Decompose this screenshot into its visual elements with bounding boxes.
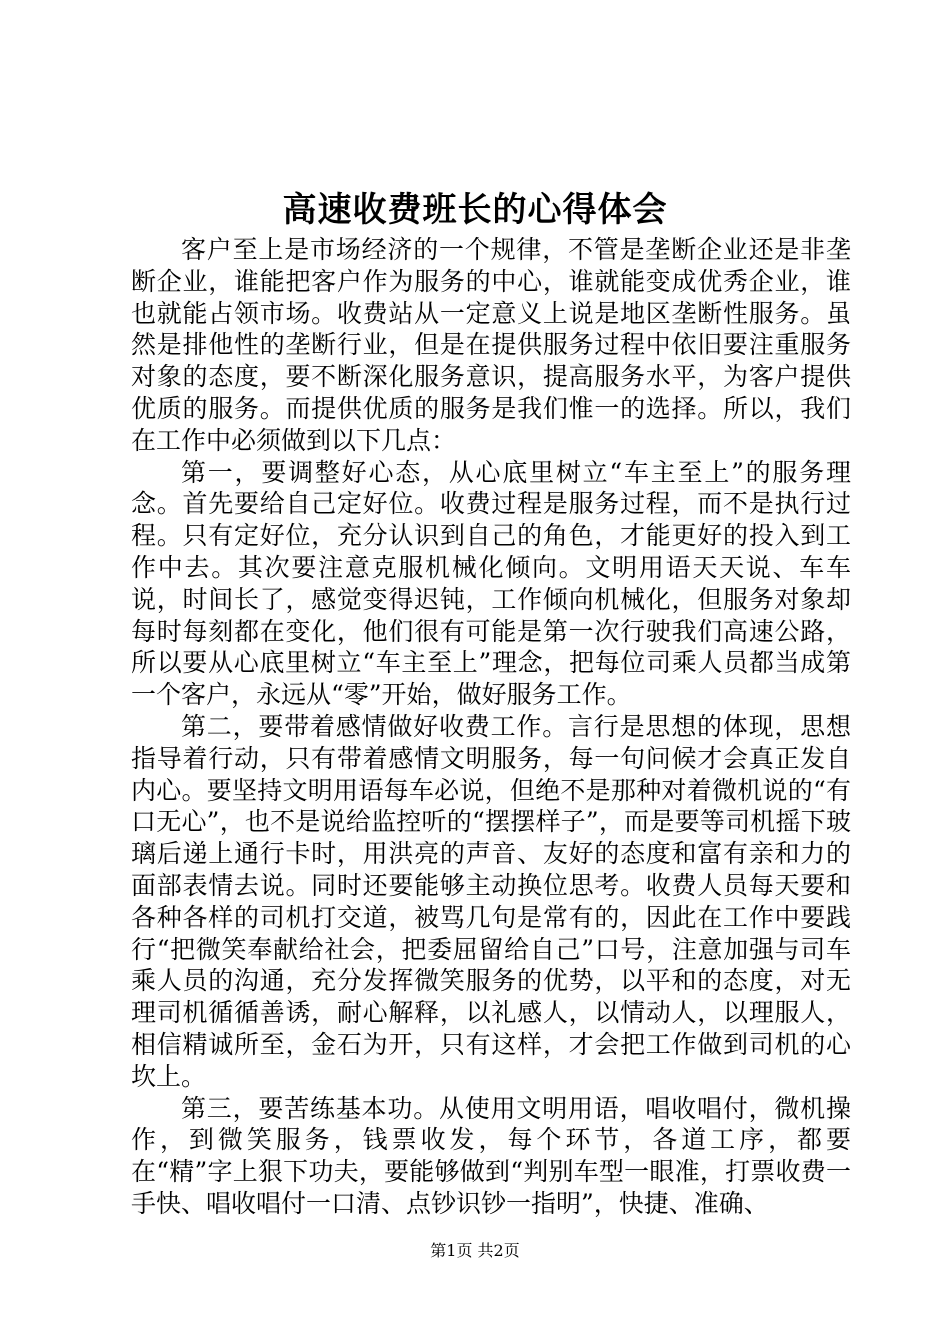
document-title: 高速收费班长的心得体会 [282, 190, 668, 230]
page-number-footer: 第1页 共2页 [430, 1241, 520, 1260]
paragraph-point-2: 第二，要带着感情做好收费工作。言行是思想的体现，思想指导着行动，只有带着感情文明服务，每一句问候才会真正发自内心。要坚持文明用语每车必说，但绝不是那种对着微机说的“有口无心”，也不是说给监控听的“摆摆样子”，而是要等司机摇下玻璃后递上通行卡时，用洪亮的声音、友好的态度和富有亲和力的面部表情去说。同时还要能够主动换位思考。收费人员每天要和各种各样的司机打交道，被骂几句是常有的，因此在工作中要践行“把微笑奉献给社会，把委屈留给自己”口号，注意加强与司车乘人员的沟通，充分发挥微笑服务的优势，以平和的态度，对无理司机循循善诱，耐心解释，以礼感人，以情动人，以理服人，相信精诚所至，金石为开，只有这样，才会把工作做到司机的心坎上。 [131, 711, 851, 1091]
paragraph-point-1: 第一，要调整好心态，从心底里树立“车主至上”的服务理念。首先要给自己定好位。收费过程是服务过程，而不是执行过程。只有定好位，充分认识到自己的角色，才能更好的投入到工作中去。其次要注意克服机械化倾向。文明用语天天说、车车说，时间长了，感觉变得迟钝，工作倾向机械化，但服务对象却每时每刻都在变化，他们很有可能是第一次行驶我们高速公路，所以要从心底里树立“车主至上”理念，把每位司乘人员都当成第一个客户，永远从“零”开始，做好服务工作。 [131, 457, 851, 710]
document-body [131, 234, 851, 1220]
paragraph-point-3: 第三，要苦练基本功。从使用文明用语，唱收唱付，微机操作，到微笑服务，钱票收发，每个环节，各道工序，都要在“精”字上狠下功夫，要能够做到“判别车型一眼准，打票收费一手快、唱收唱付一口清、点钞识钞一指明”，快捷、准确、 [131, 1093, 851, 1218]
paragraph-intro: 客户至上是市场经济的一个规律，不管是垄断企业还是非垄断企业，谁能把客户作为服务的中心，谁就能变成优秀企业，谁也就能占领市场。收费站从一定意义上说是地区垄断性服务。虽然是排他性的垄断行业，但是在提供服务过程中依旧要注重服务对象的态度，要不断深化服务意识，提高服务水平，为客户提供优质的服务。而提供优质的服务是我们惟一的选择。所以，我们在工作中必须做到以下几点： [131, 235, 851, 455]
